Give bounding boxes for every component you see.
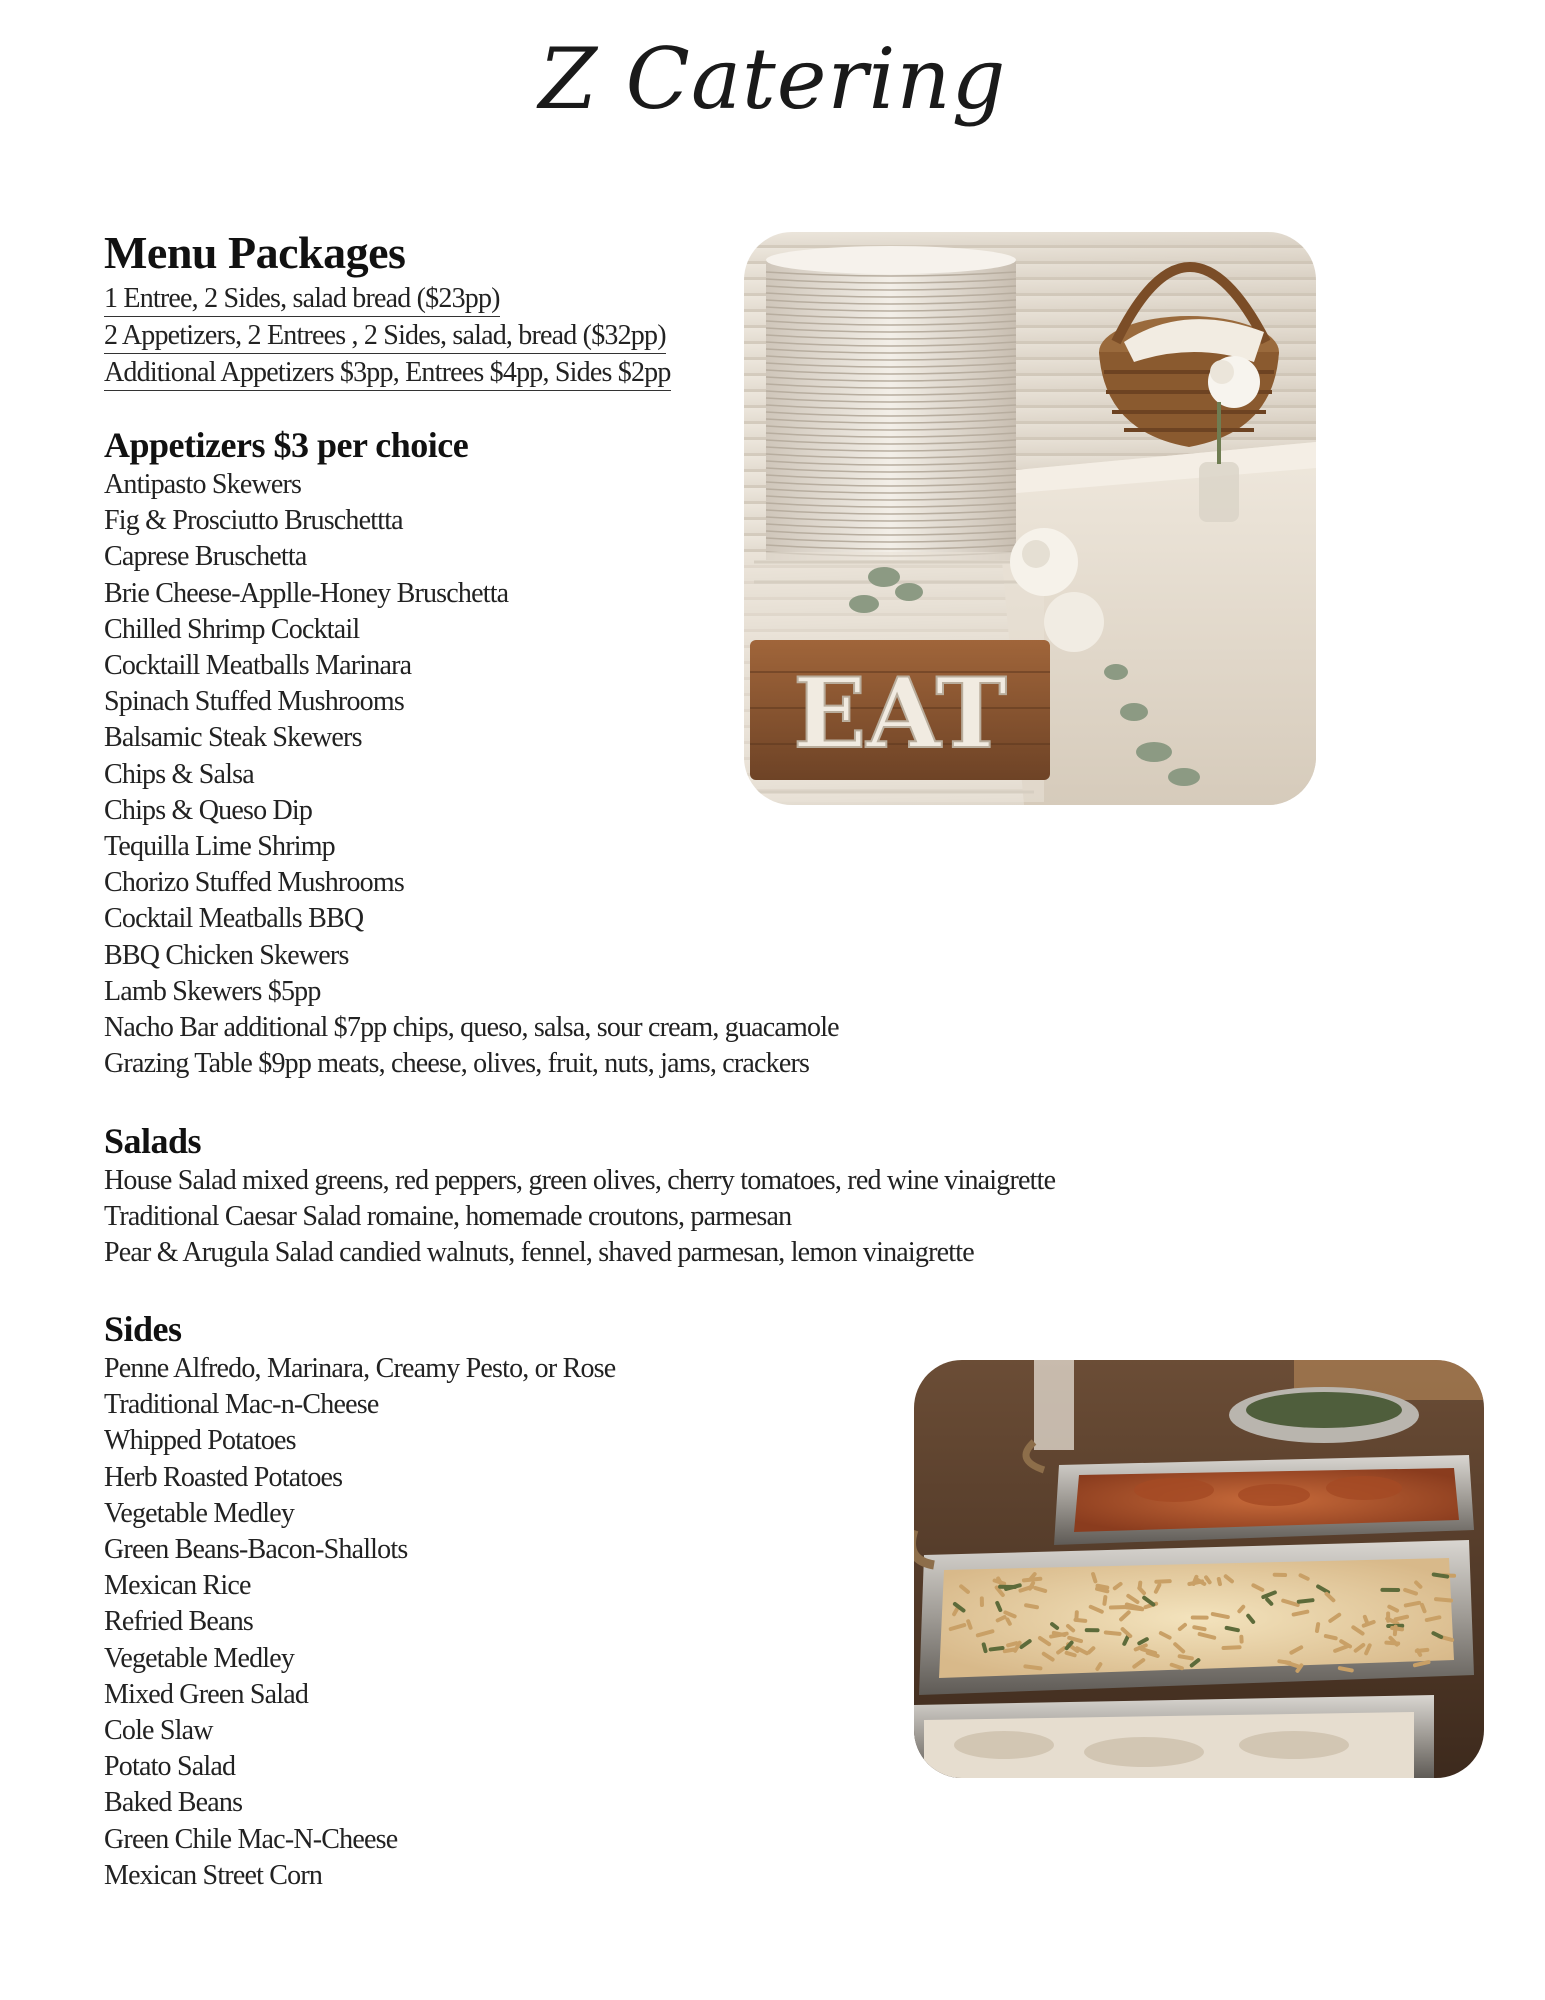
- package-item: 2 Appetizers, 2 Entrees , 2 Sides, salad, bread ($32pp): [104, 319, 666, 354]
- side-item: Vegetable Medley: [104, 1497, 295, 1529]
- appetizer-item: Brie Cheese-Applle-Honey Bruschetta: [104, 577, 509, 609]
- side-item: Traditional Mac-n-Cheese: [104, 1389, 379, 1421]
- salad-item: Traditional Caesar Salad romaine, homemade croutons, parmesan: [104, 1201, 792, 1233]
- side-item: Baked Beans: [104, 1787, 243, 1819]
- side-item: Whipped Potatoes: [104, 1425, 296, 1457]
- packages-list: [104, 282, 671, 393]
- side-item: Vegetable Medley: [104, 1642, 295, 1674]
- appetizer-item: Balsamic Steak Skewers: [104, 722, 362, 754]
- appetizer-item: Grazing Table $9pp meats, cheese, olives, fruit, nuts, jams, crackers: [104, 1048, 810, 1080]
- eat-sign-text: EAT: [793, 657, 1007, 770]
- side-item: Mexican Street Corn: [104, 1859, 323, 1891]
- side-item: Penne Alfredo, Marinara, Creamy Pesto, or Rose: [104, 1353, 616, 1384]
- appetizer-item: Antipasto Skewers: [104, 469, 302, 500]
- appetizer-item: Fig & Prosciutto Bruschettta: [104, 505, 403, 537]
- sides-heading: Sides: [104, 1309, 182, 1349]
- appetizer-item: Spinach Stuffed Mushrooms: [104, 686, 404, 718]
- sides-list: [104, 1351, 615, 1894]
- side-item: Green Beans-Bacon-Shallots: [104, 1534, 408, 1566]
- appetizer-item: Caprese Bruschetta: [104, 541, 307, 573]
- buffet-chafing-dishes-photo: [914, 1360, 1484, 1778]
- side-item: Potato Salad: [104, 1751, 236, 1783]
- appetizer-item: Cocktail Meatballs BBQ: [104, 903, 364, 935]
- appetizer-item: BBQ Chicken Skewers: [104, 939, 349, 971]
- packages-heading: Menu Packages: [104, 227, 406, 278]
- side-item: Refried Beans: [104, 1606, 253, 1638]
- side-item: Green Chile Mac-N-Cheese: [104, 1823, 398, 1855]
- package-item: Additional Appetizers $3pp, Entrees $4pp, Sides $2pp: [104, 356, 671, 391]
- appetizer-item: Chilled Shrimp Cocktail: [104, 613, 360, 645]
- appetizer-item: Chips & Queso Dip: [104, 794, 313, 826]
- appetizers-list: [104, 467, 839, 1082]
- appetizer-item: Tequilla Lime Shrimp: [104, 831, 335, 863]
- appetizer-item: Chips & Salsa: [104, 758, 254, 790]
- side-item: Mexican Rice: [104, 1570, 251, 1602]
- side-item: Herb Roasted Potatoes: [104, 1461, 343, 1493]
- appetizer-item: Chorizo Stuffed Mushrooms: [104, 867, 404, 899]
- salad-item: Pear & Arugula Salad candied walnuts, fennel, shaved parmesan, lemon vinaigrette: [104, 1237, 974, 1269]
- side-item: Mixed Green Salad: [104, 1678, 309, 1710]
- package-item: 1 Entree, 2 Sides, salad bread ($23pp): [104, 282, 500, 317]
- appetizers-heading: Appetizers $3 per choice: [104, 425, 469, 465]
- salads-heading: Salads: [104, 1121, 202, 1161]
- appetizer-item: Lamb Skewers $5pp: [104, 975, 321, 1007]
- appetizer-item: Nacho Bar additional $7pp chips, queso, salsa, sour cream, guacamole: [104, 1012, 839, 1044]
- side-item: Cole Slaw: [104, 1715, 213, 1747]
- salad-item: House Salad mixed greens, red peppers, green olives, cherry tomatoes, red wine vinaigrette: [104, 1165, 1056, 1196]
- plates-eat-sign-photo: [744, 232, 1316, 805]
- appetizer-item: Cocktaill Meatballs Marinara: [104, 650, 412, 682]
- salads-list: [104, 1163, 1055, 1272]
- brand-logo: Z Catering: [538, 30, 1007, 128]
